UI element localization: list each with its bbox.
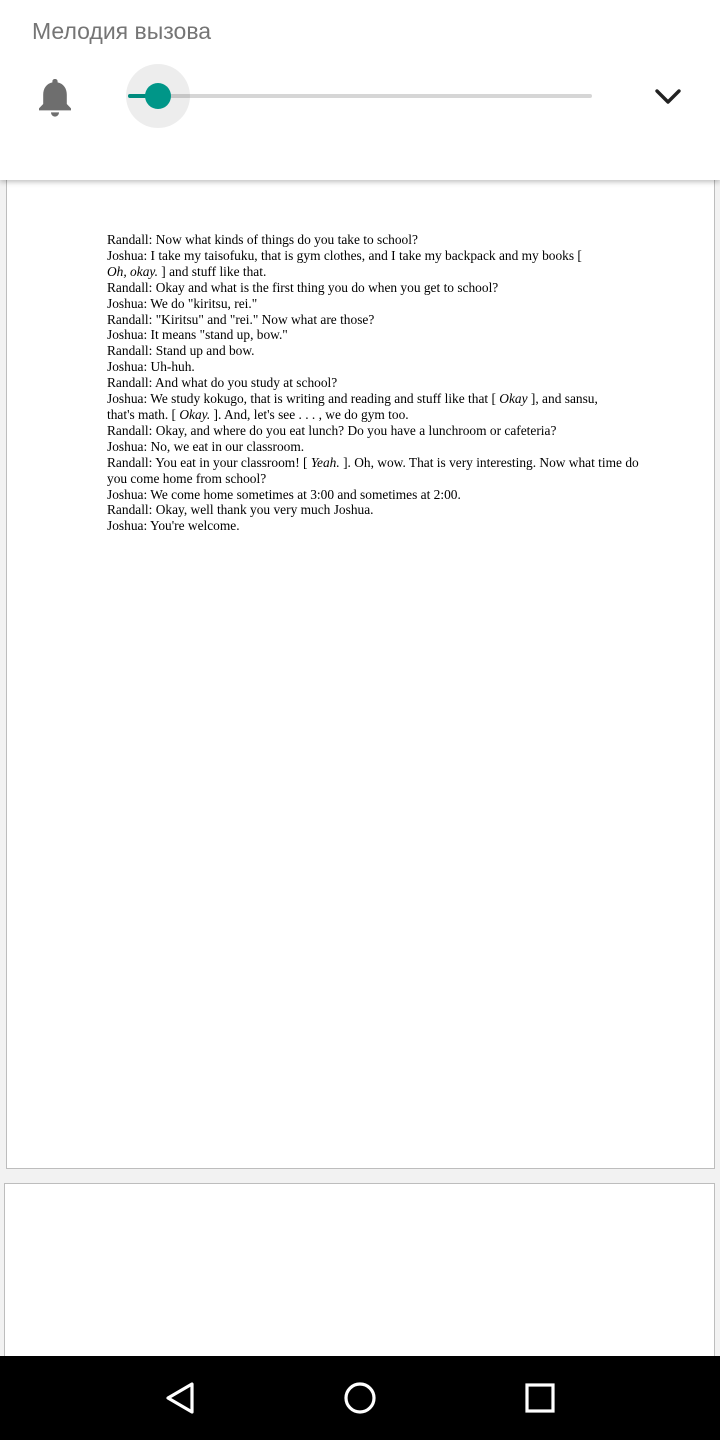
transcript-line-after: ], and sansu, (527, 391, 598, 407)
transcript-line-em: Oh, okay. (107, 263, 158, 279)
transcript-line (107, 455, 687, 471)
transcript-line-before: Joshua: Uh-huh. (107, 359, 195, 375)
transcript-line-em: Okay. (179, 406, 211, 422)
transcript-line-after: ]. And, let's see . . . , we do gym too. (210, 406, 409, 422)
transcript-line-before: Randall: Now what kinds of things do you take to school? (107, 232, 418, 247)
bell-icon[interactable] (36, 76, 74, 118)
slider-track (128, 94, 592, 98)
transcript-line (107, 280, 687, 296)
transcript-line (107, 296, 687, 312)
navigation-bar (0, 1356, 720, 1440)
transcript-line (107, 248, 687, 264)
transcript-line (107, 487, 687, 503)
transcript-line (107, 232, 687, 248)
volume-slider[interactable] (128, 64, 592, 128)
transcript-line-em: Okay (499, 391, 528, 407)
transcript-line (107, 343, 687, 359)
volume-panel (0, 0, 720, 180)
transcript-line-before: Joshua: It means "stand up, bow." (107, 327, 288, 343)
transcript-line (107, 327, 687, 343)
transcript-line (107, 264, 687, 280)
transcript-line-after: ] and stuff like that. (157, 263, 267, 279)
transcript-line (107, 407, 687, 423)
transcript-line-before: Randall: And what do you study at school? (107, 375, 338, 391)
chevron-down-icon[interactable] (648, 80, 688, 114)
transcript-line-before: Randall: Stand up and bow. (107, 343, 255, 359)
home-circle-icon[interactable] (338, 1376, 382, 1420)
transcript-line (107, 359, 687, 375)
recent-apps-square-icon[interactable] (518, 1376, 562, 1420)
transcript-line (107, 423, 687, 439)
transcript-line-before: Randall: Okay, well thank you very much Joshua. (107, 502, 374, 518)
document-page (6, 178, 715, 1169)
transcript-line (107, 312, 687, 328)
transcript-line-before: Randall: "Kiritsu" and "rei." Now what are those? (107, 311, 375, 327)
transcript-line (107, 439, 687, 455)
transcript-line (107, 518, 687, 534)
transcript-line-before: you come home from school? (107, 470, 267, 486)
volume-stream-title: Мелодия вызова (32, 18, 212, 44)
transcript-line-before: Joshua: We do "kiritsu, rei." (107, 295, 258, 311)
slider-thumb[interactable] (145, 83, 171, 109)
transcript-line-before: Joshua: You're welcome. (107, 518, 240, 534)
transcript-line-before: Randall: You eat in your classroom! [ (107, 454, 311, 470)
transcript-line-before: Joshua: No, we eat in our classroom. (107, 438, 305, 454)
back-triangle-icon[interactable] (158, 1376, 202, 1420)
transcript-line (107, 471, 687, 487)
transcript-line-before: that's math. [ (107, 406, 180, 422)
transcript-line-after: ]. Oh, wow. That is very interesting. Now what time do (339, 454, 639, 470)
transcript-line (107, 391, 687, 407)
transcript-line-before: Randall: Okay, and where do you eat lunch? Do you have a lunchroom or cafeteria? (107, 422, 557, 438)
transcript-text (107, 232, 687, 534)
transcript-line (107, 502, 687, 518)
transcript-line-em: Yeah. (310, 454, 340, 470)
transcript-line-before: Randall: Okay and what is the first thing you do when you get to school? (107, 279, 499, 295)
transcript-line-before: Joshua: I take my taisofuku, that is gym clothes, and I take my backpack and my books [ (107, 247, 582, 263)
transcript-line-before: Joshua: We come home sometimes at 3:00 and sometimes at 2:00. (107, 486, 461, 502)
transcript-line (107, 375, 687, 391)
document-page-next (4, 1183, 715, 1385)
transcript-line-before: Joshua: We study kokugo, that is writing and reading and stuff like that [ (107, 391, 500, 407)
